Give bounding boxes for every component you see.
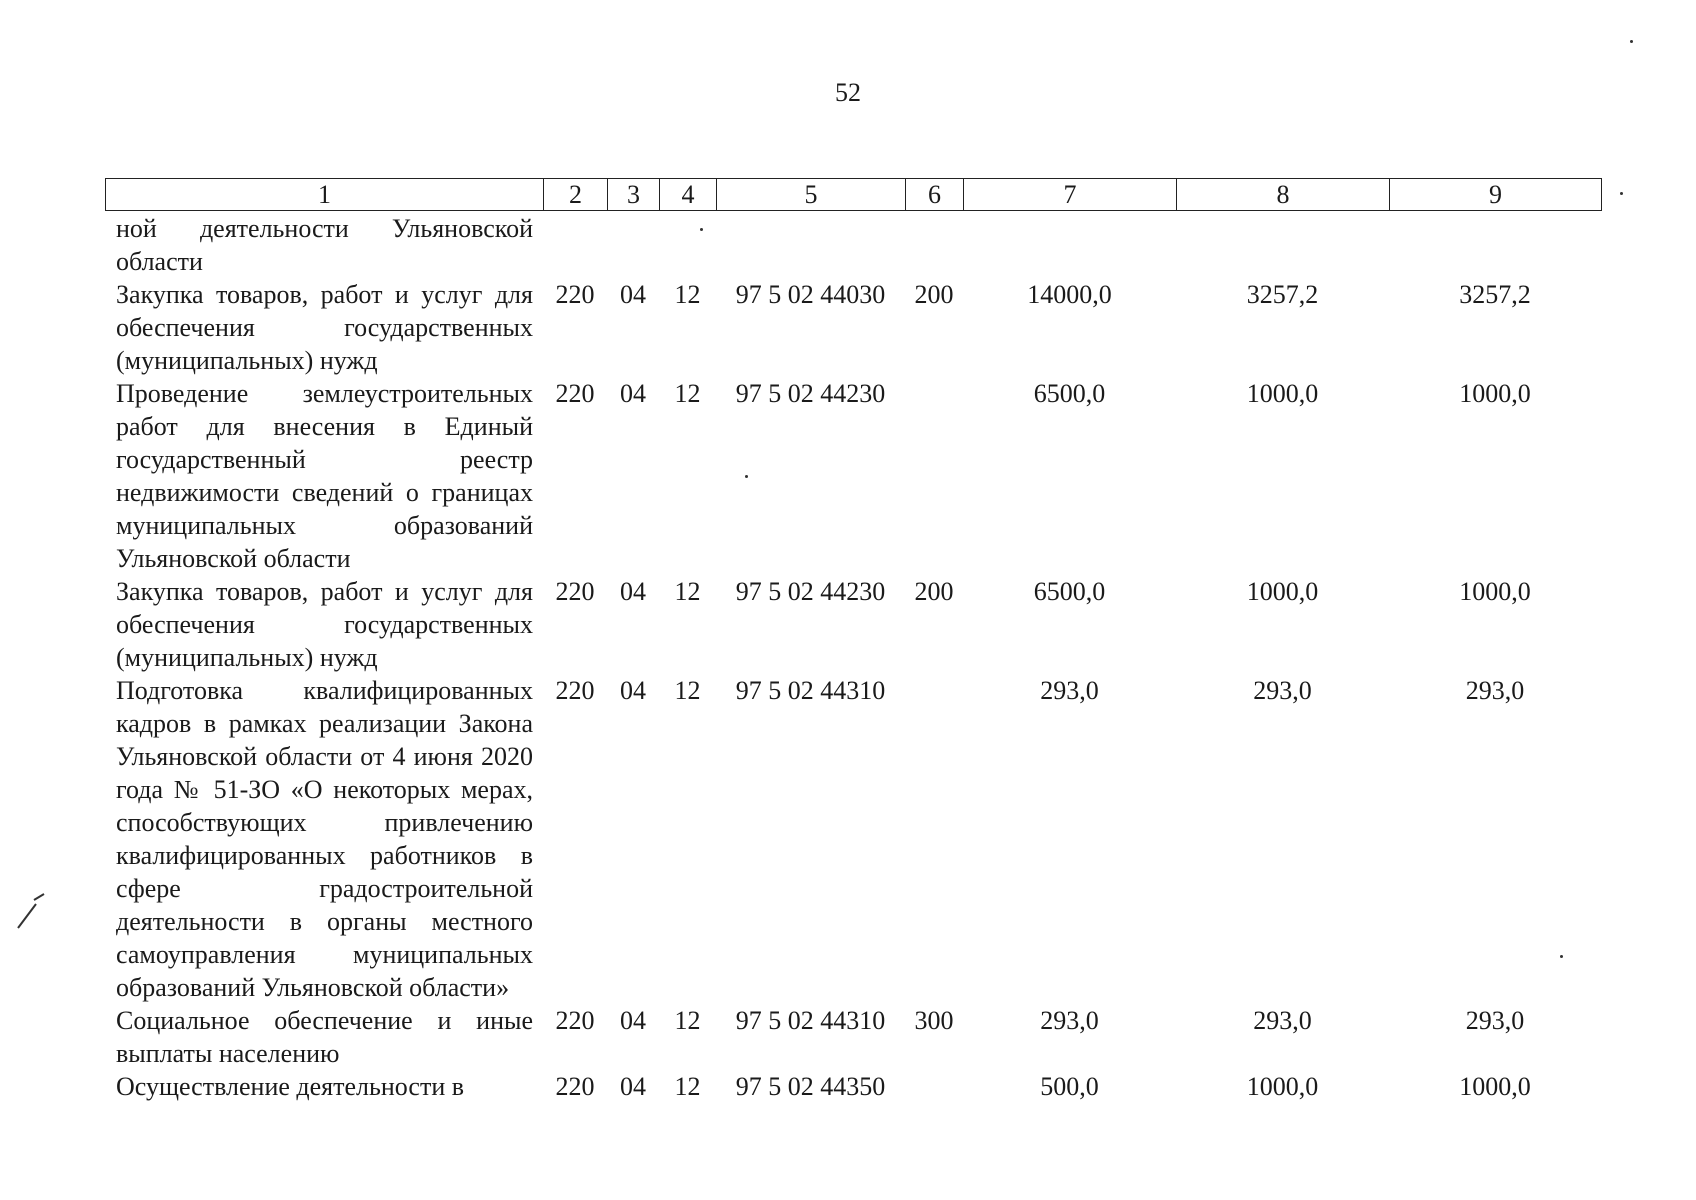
row-code-5: 97 5 02 44230	[735, 379, 886, 408]
row-amount-9	[1389, 212, 1601, 278]
row-amount-9: 293,0	[1465, 1006, 1525, 1035]
row-code-2: 220	[555, 1006, 595, 1035]
row-amount-8: 3257,2	[1246, 280, 1319, 309]
row-amount-7: 14000,0	[1027, 280, 1112, 309]
table-row	[105, 575, 1601, 674]
row-code-5: 97 5 02 44030	[735, 280, 886, 309]
row-code-6	[905, 1070, 963, 1103]
row-code-6	[905, 377, 963, 575]
row-name: Закупка товаров, работ и услуг для обеспечения государственных (муниципальных) нужд	[116, 280, 533, 375]
row-code-2: 220	[555, 379, 595, 408]
column-header-9: 9	[1390, 179, 1602, 211]
row-name: Социальное обеспечение и иные выплаты населению	[116, 1006, 533, 1068]
row-amount-8: 1000,0	[1246, 379, 1319, 408]
row-code-3: 04	[620, 280, 646, 309]
row-code-6	[905, 212, 963, 278]
row-amount-9: 1000,0	[1459, 379, 1531, 408]
column-header-3: 3	[608, 179, 660, 211]
row-code-5: 97 5 02 44310	[735, 1006, 886, 1035]
table-row	[105, 212, 1601, 278]
column-header-6: 6	[906, 179, 964, 211]
table-row	[105, 674, 1601, 1004]
row-code-2: 220	[555, 577, 595, 606]
row-code-5: 97 5 02 44230	[735, 577, 886, 606]
row-code-3: 04	[620, 676, 646, 705]
row-code-2: 220	[555, 676, 595, 705]
row-amount-9: 3257,2	[1459, 280, 1531, 309]
row-code-5: 97 5 02 44350	[735, 1072, 886, 1101]
row-name: Осуществление деятельности в	[116, 1072, 465, 1101]
row-code-3: 04	[620, 1072, 646, 1101]
scan-speck	[1560, 955, 1563, 958]
column-header-5: 5	[717, 179, 906, 211]
table-row	[105, 278, 1601, 377]
row-amount-7: 293,0	[1040, 676, 1099, 705]
row-code-6: 300	[914, 1006, 954, 1035]
row-code-4: 12	[674, 379, 701, 408]
row-code-2: 220	[555, 280, 595, 309]
pen-mark-icon	[16, 890, 50, 930]
row-name: Закупка товаров, работ и услуг для обеспечения государственных (муниципальных) нужд	[116, 577, 533, 672]
row-code-4: 12	[674, 676, 701, 705]
table-row	[105, 1070, 1601, 1103]
row-code-4: 12	[674, 1072, 701, 1101]
row-amount-8: 293,0	[1253, 676, 1312, 705]
column-header-1: 1	[106, 179, 544, 211]
scan-speck	[745, 475, 748, 478]
row-amount-9: 293,0	[1465, 676, 1525, 705]
row-code-2	[543, 212, 607, 278]
budget-table	[105, 212, 1601, 1103]
row-code-3: 04	[620, 577, 646, 606]
row-amount-8: 1000,0	[1246, 577, 1319, 606]
row-code-4: 12	[674, 280, 701, 309]
row-amount-7: 6500,0	[1033, 379, 1106, 408]
column-header-7: 7	[964, 179, 1177, 211]
row-name: Подготовка квалифицированных кадров в рамках реализации Закона Ульяновской области от 4 июня 2020 года № 51-ЗО «О некоторых мерах, способствующих привлечению квалифицированных работников в сфере градостроительной деятельности в органы местного самоуправления муниципальных образований Ульяновской области»	[116, 676, 533, 1002]
row-amount-8: 293,0	[1253, 1006, 1312, 1035]
scan-speck	[1620, 192, 1623, 195]
column-header-4: 4	[660, 179, 717, 211]
row-amount-7	[963, 212, 1176, 278]
row-amount-8: 1000,0	[1246, 1072, 1319, 1101]
row-code-6: 200	[914, 577, 954, 606]
row-code-4: 12	[674, 1006, 701, 1035]
row-amount-8	[1176, 212, 1389, 278]
row-code-3	[607, 212, 659, 278]
row-code-3: 04	[620, 379, 646, 408]
row-code-4	[659, 212, 716, 278]
row-code-3: 04	[620, 1006, 646, 1035]
column-header-2: 2	[544, 179, 608, 211]
row-name: Проведение землеустроительных работ для внесения в Единый государственный реестр недвижимости сведений о границах муниципальных образований Ульяновской области	[116, 379, 533, 573]
row-code-2: 220	[555, 1072, 595, 1101]
row-amount-9: 1000,0	[1459, 577, 1531, 606]
page-number: 52	[835, 78, 861, 107]
row-amount-7: 6500,0	[1033, 577, 1106, 606]
row-code-5	[716, 212, 905, 278]
row-code-6	[905, 674, 963, 1004]
row-name: ной деятельности Ульяновской области	[116, 214, 533, 276]
row-code-4: 12	[674, 577, 701, 606]
row-amount-7: 500,0	[1040, 1072, 1099, 1101]
table-row	[105, 377, 1601, 575]
row-code-5: 97 5 02 44310	[735, 676, 886, 705]
table-row	[105, 1004, 1601, 1070]
column-header-row	[105, 178, 1602, 211]
row-code-6: 200	[914, 280, 954, 309]
column-header-8: 8	[1177, 179, 1390, 211]
scan-speck	[1630, 40, 1633, 43]
scan-speck	[700, 228, 703, 231]
row-amount-7: 293,0	[1040, 1006, 1099, 1035]
row-amount-9: 1000,0	[1459, 1072, 1531, 1101]
